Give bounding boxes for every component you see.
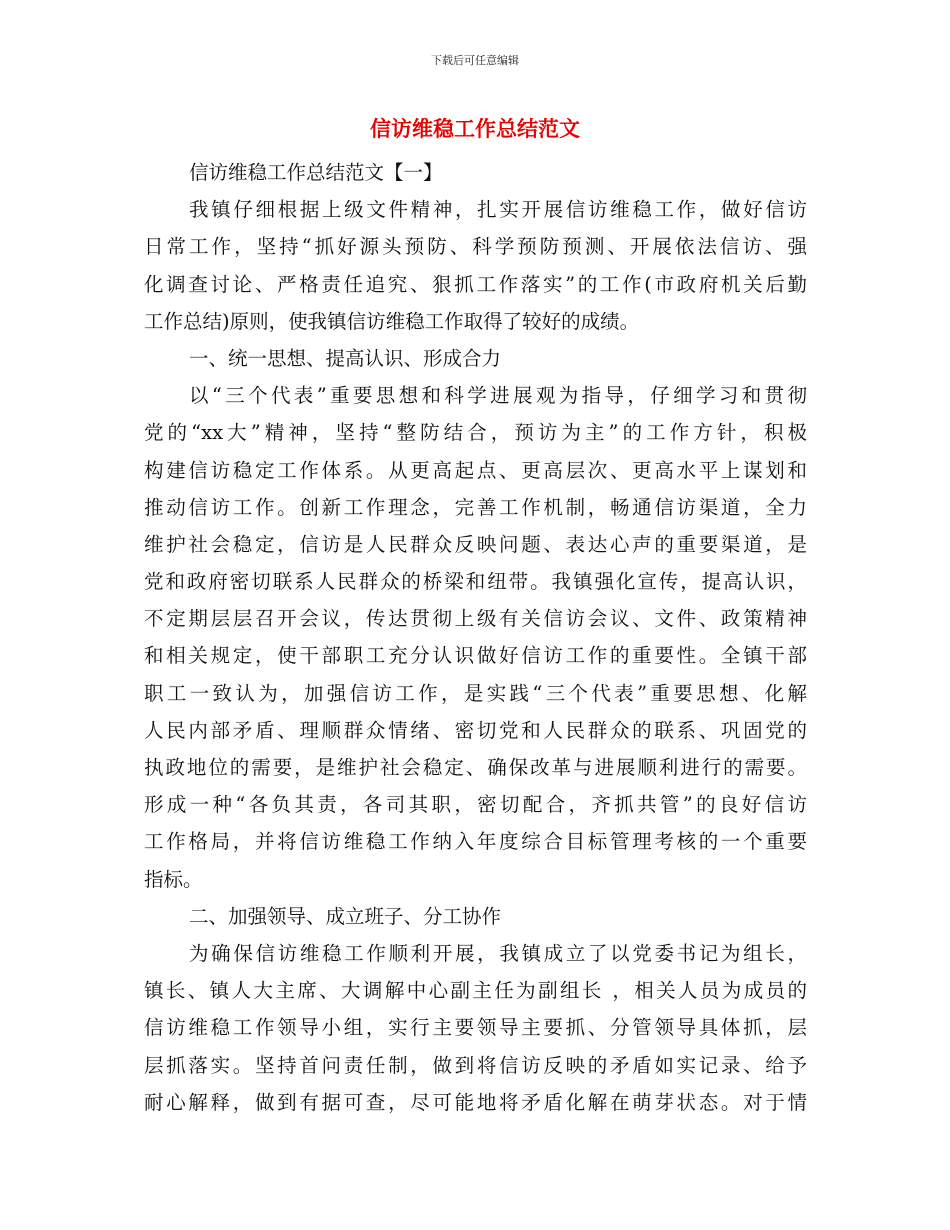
body-line: 工作格局，并将信访维稳工作纳入年度综合目标管理考核的一个重要 <box>144 830 807 854</box>
body-line: 我镇仔细根据上级文件精神，扎实开展信访维稳工作，做好信访 <box>189 198 807 222</box>
body-line: 构建信访稳定工作体系。从更高起点、更高层次、更高水平上谋划和 <box>144 458 807 482</box>
body-line: 信访维稳工作总结范文【一】 <box>189 161 443 184</box>
body-line: 推动信访工作。创新工作理念，完善工作机制，畅通信访渠道，全力 <box>144 495 807 519</box>
document-title: 信访维稳工作总结范文 <box>370 116 580 141</box>
body-line: 不定期层层召开会议，传达贯彻上级有关信访会议、文件、政策精神 <box>144 607 807 631</box>
body-line: 一、统一思想、提高认识、形成合力 <box>189 346 502 370</box>
body-line: 层抓落实。坚持首问责任制，做到将信访反映的矛盾如实记录、给予 <box>144 1053 807 1077</box>
body-line: 信访维稳工作领导小组，实行主要领导主要抓、分管领导具体抓，层 <box>144 1016 807 1040</box>
body-line: 执政地位的需要，是维护社会稳定、确保改革与进展顺利进行的需要。 <box>144 756 807 779</box>
body-line: 职工一致认为，加强信访工作，是实践“三个代表”重要思想、化解 <box>144 681 807 705</box>
header-note: 下载后可任意编辑 <box>431 54 519 67</box>
body-line: 日常工作，坚持“抓好源头预防、科学预防预测、开展依法信访、强 <box>144 235 807 259</box>
body-line: 形成一种“各负其责，各司其职，密切配合，齐抓共管”的良好信访 <box>144 793 807 817</box>
document-body <box>144 154 807 1121</box>
body-line: 人民内部矛盾、理顺群众情绪、密切党和人民群众的联系、巩固党的 <box>144 718 807 742</box>
body-line: 工作总结)原则，使我镇信访维稳工作取得了较好的成绩。 <box>144 309 640 333</box>
body-line: 化调查讨论、严格责任追究、狠抓工作落实”的工作(市政府机关后勤 <box>144 272 807 296</box>
body-line: 镇长、镇人大主席、大调解中心副主任为副组长 ，相关人员为成员的 <box>144 979 807 1003</box>
body-line: 维护社会稳定，信访是人民群众反映问题、表达心声的重要渠道，是 <box>144 532 807 556</box>
body-line: 二、加强领导、成立班子、分工协作 <box>189 904 502 928</box>
body-line: 和相关规定，使干部职工充分认识做好信访工作的重要性。全镇干部 <box>144 644 807 668</box>
body-line: 指标。 <box>144 867 203 891</box>
body-line: 党和政府密切联系人民群众的桥梁和纽带。我镇强化宣传，提高认识， <box>144 570 807 594</box>
body-line: 以“三个代表”重要思想和科学进展观为指导，仔细学习和贯彻 <box>189 384 807 408</box>
body-line: 为确保信访维稳工作顺利开展，我镇成立了以党委书记为组长， <box>189 941 807 965</box>
body-line: 耐心解释，做到有据可查，尽可能地将矛盾化解在萌芽状态。对于情 <box>144 1090 807 1114</box>
body-line: 党的“xx大”精神，坚持“整防结合，预访为主”的工作方针，积极 <box>144 421 807 445</box>
